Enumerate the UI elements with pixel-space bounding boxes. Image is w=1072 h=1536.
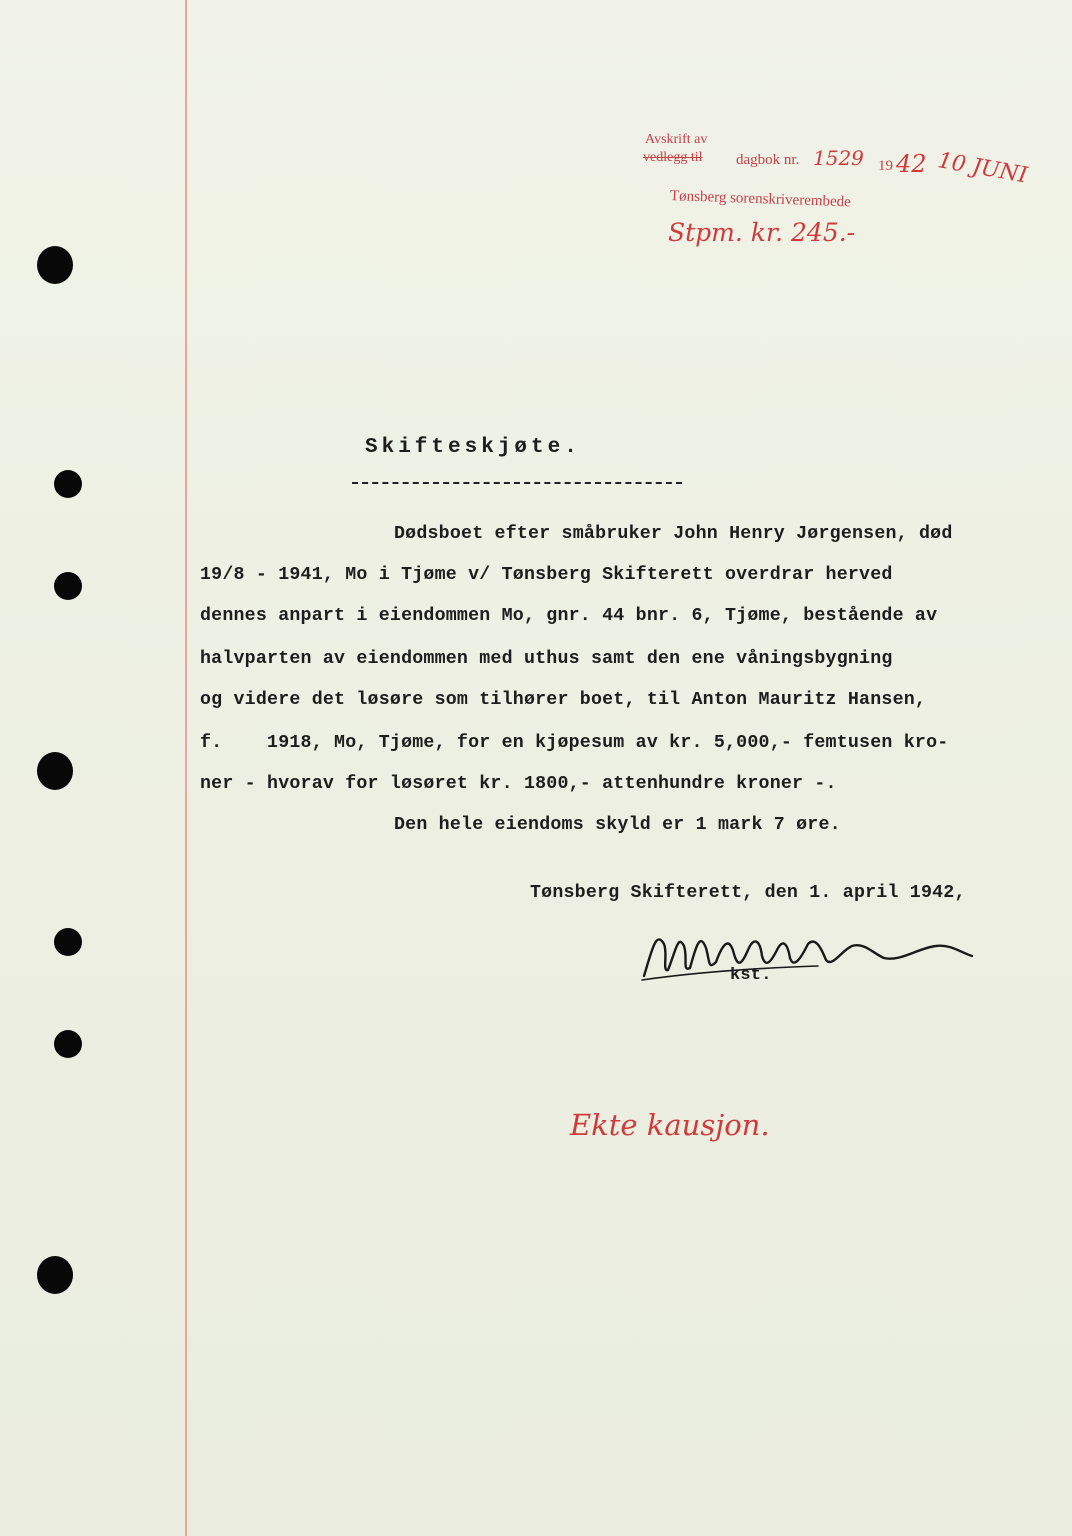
stamp-date: 10 JUNI — [935, 148, 1030, 189]
body-line: ner - hvorav for løsøret kr. 1800,- attenhundre kroner -. — [200, 774, 837, 794]
binder-hole — [54, 1030, 82, 1058]
binder-hole — [37, 752, 73, 790]
margin-line — [185, 0, 187, 1536]
stamp-year-prefix: 19 — [878, 158, 893, 174]
binder-hole — [54, 470, 82, 498]
title-underline — [352, 482, 682, 484]
stamp-fee: Stpm. kr. 245.- — [668, 218, 856, 247]
body-line: dennes anpart i eiendommen Mo, gnr. 44 bnr. 6, Tjøme, bestående av — [200, 606, 938, 626]
body-line: 19/8 - 1941, Mo i Tjøme v/ Tønsberg Skifterett overdrar herved — [200, 565, 893, 585]
body-line: Den hele eiendoms skyld er 1 mark 7 øre. — [394, 815, 841, 835]
body-line: halvparten av eiendommen med uthus samt den ene våningsbygning — [200, 649, 893, 669]
stamp-vedlegg: vedlegg til — [643, 150, 703, 165]
signature-scribble — [638, 910, 978, 990]
signature-title: kst. — [730, 966, 772, 985]
binder-hole — [37, 1256, 73, 1294]
binder-hole — [37, 246, 73, 284]
document-title: Skifteskjøte. — [365, 436, 581, 459]
handwritten-note: Ekte kausjon. — [570, 1108, 770, 1142]
stamp-office: Tønsberg sorenskriverembede — [669, 188, 852, 211]
binder-hole — [54, 572, 82, 600]
stamp-dagbok-number: 1529 — [813, 146, 864, 170]
stamp-avskrift: Avskrift av — [645, 132, 708, 147]
body-line: f. 1918, Mo, Tjøme, for en kjøpesum av kr. 5,000,- femtusen kro- — [200, 733, 949, 753]
stamp-dagbok-label: dagbok nr. — [736, 152, 800, 168]
body-line: Dødsboet efter småbruker John Henry Jørgensen, død — [394, 524, 953, 544]
body-line: og videre det løsøre som tilhører boet, til Anton Mauritz Hansen, — [200, 690, 927, 710]
place-date: Tønsberg Skifterett, den 1. april 1942, — [530, 883, 966, 903]
binder-hole — [54, 928, 82, 956]
stamp-year-suffix: 42 — [896, 150, 927, 178]
signature — [638, 910, 978, 990]
